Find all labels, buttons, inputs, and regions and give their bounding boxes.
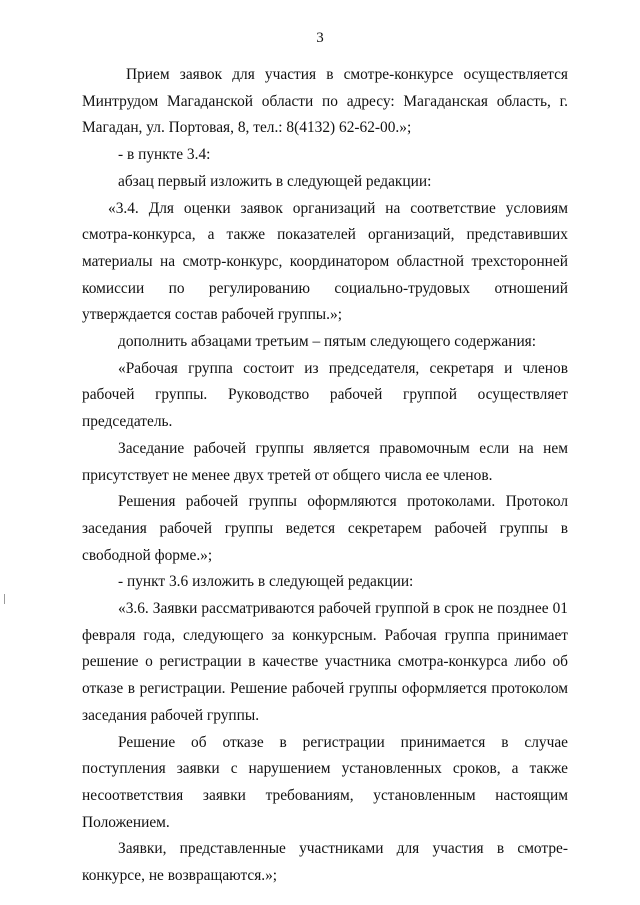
page-number: 3 — [316, 30, 324, 46]
document-body — [82, 62, 568, 890]
paragraph-add-abzacs: дополнить абзацами третьим – пятым следующего содержания: — [118, 333, 537, 351]
scan-mark — [4, 594, 5, 604]
paragraph-protocols: Решения рабочей группы оформляются протоколами. Протокол заседания рабочей группы ведется секретарем рабочей группы в свободной форме.»; — [82, 493, 568, 564]
paragraph-applications-not-returned: Заявки, представленные участниками для участия в смотре-конкурсе, не возвращаются.»; — [82, 840, 568, 885]
paragraph-item-3-4-intro: - в пункте 3.4: — [118, 146, 211, 164]
paragraph-item-3-6-intro: - пункт 3.6 изложить в следующей редакции: — [118, 573, 414, 591]
paragraph-working-group-composition: «Рабочая группа состоит из председателя, секретаря и членов рабочей группы. Руководство рабочей группой осуществляет председатель. — [82, 359, 568, 431]
paragraph-first-abzac: абзац первый изложить в следующей редакции: — [118, 172, 432, 190]
paragraph-reception-address: Прием заявок для участия в смотре-конкурсе осуществляется Минтрудом Магаданской области по адресу: Магаданская область, г. Магадан, ул. Портовая, 8, тел.: 8(4132) 62-62-00.»; — [82, 66, 568, 137]
paragraph-quorum: Заседание рабочей группы является правомочным если на нем присутствует не менее двух третей от общего числа ее членов. — [82, 439, 568, 484]
paragraph-item-3-6-text: «3.6. Заявки рассматриваются рабочей группой в срок не позднее 01 февраля года, следующего за конкурсным. Рабочая группа принимает решение о регистрации в качестве участника смотра-конкурса либо об отказе в регистрации. Решение рабочей группы оформляется протоколом заседания рабочей группы. — [82, 600, 568, 724]
paragraph-item-3-4-text: «3.4. Для оценки заявок организаций на соответствие условиям смотра-конкурса, а также показателей организаций, представивших материалы на смотр-конкурс, координатором областной трехсторонней комиссии по регулированию социально-трудовых отношений утверждается состав рабочей группы.»; — [82, 199, 568, 324]
paragraph-refusal: Решение об отказе в регистрации принимается в случае поступления заявки с нарушением установленных сроков, а также несоответствия заявки требованиям, установленным настоящим Положением. — [82, 733, 568, 831]
